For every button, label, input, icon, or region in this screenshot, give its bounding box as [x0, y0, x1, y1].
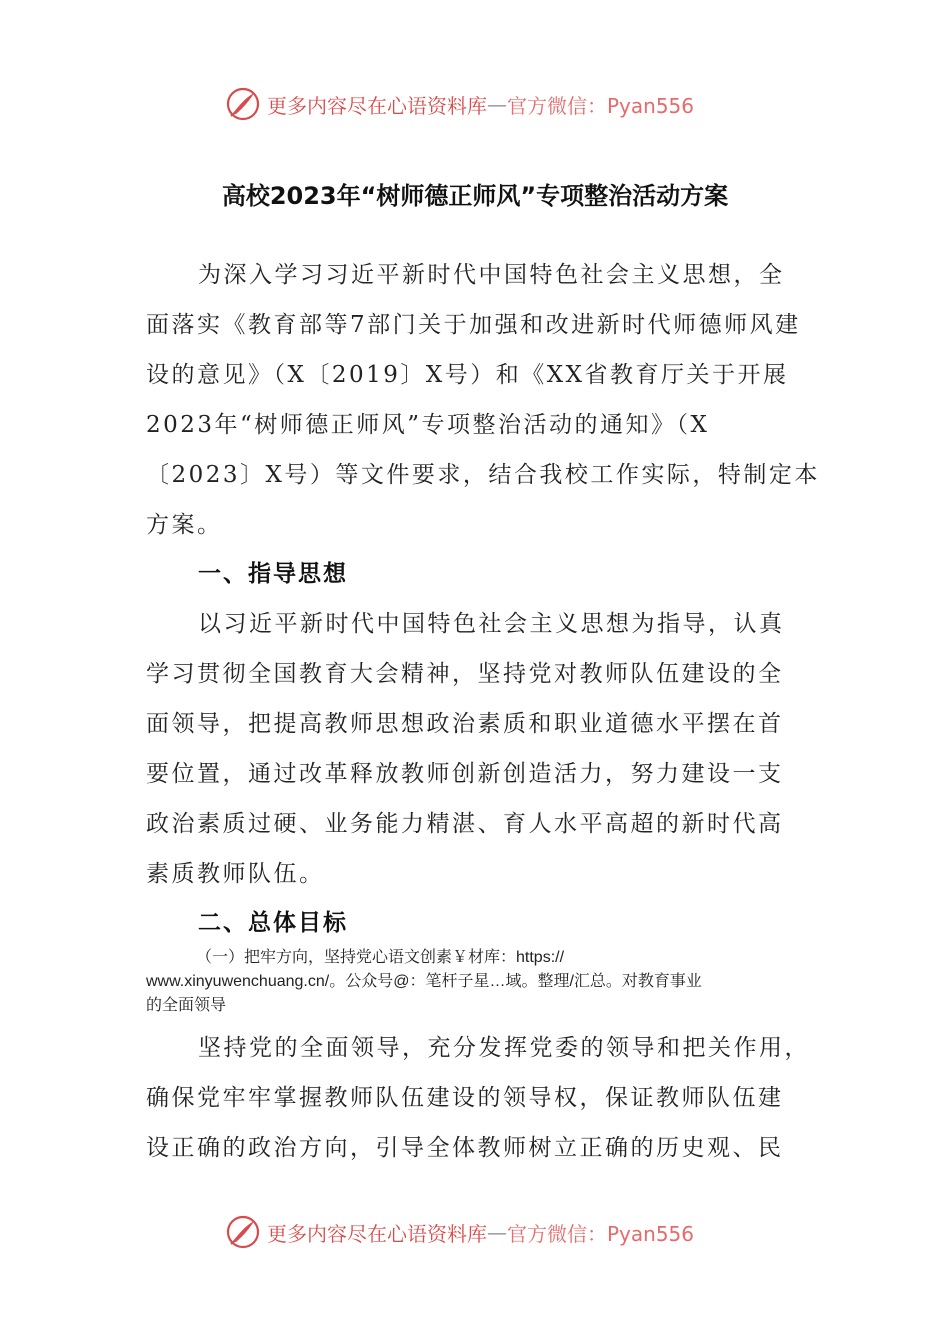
paragraph-line: 确保党牢牢掌握教师队伍建设的领导权，保证教师队伍建 [146, 1085, 784, 1111]
paragraph-line: 设的意见》（X〔2019〕X号）和《XX省教育厅关于开展 [146, 362, 789, 388]
quill-pen-icon [225, 86, 261, 122]
page-title: 高校2023年“树师德正师风”专项整治活动方案 [221, 182, 729, 210]
paragraph-line: 2023年“树师德正师风”专项整治活动的通知》（X [146, 412, 710, 438]
paragraph-line: 面落实《教育部等7部门关于加强和改进新时代师德师风建 [146, 312, 801, 338]
quill-pen-icon [225, 1214, 261, 1250]
paragraph-line: 要位置，通过改革释放教师创新创造活力，努力建设一支 [146, 761, 784, 787]
paragraph-line: 〔2023〕X号）等文件要求，结合我校工作实际，特制定本 [146, 462, 820, 488]
banner-text: 更多内容尽在心语资料库 [267, 1221, 487, 1246]
paragraph-line: 设正确的政治方向，引导全体教师树立正确的历史观、民 [146, 1135, 784, 1161]
paragraph-line: 方案。 [146, 512, 223, 538]
paragraph-line: 素质教师队伍。 [146, 861, 325, 887]
banner-separator: — [487, 1220, 507, 1244]
banner-wechat: 官方微信：Pyan556 [507, 93, 695, 118]
section-heading: 二、总体目标 [198, 910, 348, 936]
paragraph-line: 面领导，把提高教师思想政治素质和职业道德水平摆在首 [146, 711, 784, 737]
paragraph-line: 为深入学习习近平新时代中国特色社会主义思想，全 [198, 262, 785, 288]
sub-heading-line: 的全面领导 [146, 997, 227, 1014]
paragraph-line: 以习近平新时代中国特色社会主义思想为指导，认真 [198, 611, 785, 637]
paragraph-line: 政治素质过硬、业务能力精湛、育人水平高超的新时代高 [146, 811, 784, 837]
banner-wechat: 官方微信：Pyan556 [507, 1221, 695, 1246]
section-heading: 一、指导思想 [198, 561, 348, 587]
banner-separator: — [487, 92, 507, 116]
header-watermark-banner [225, 82, 745, 126]
sub-heading-line: （一）把牢方向，坚持党心语文创素￥材库：https:// [196, 949, 565, 966]
paragraph-line: 学习贯彻全国教育大会精神，坚持党对教师队伍建设的全 [146, 661, 784, 687]
paragraph-line: 坚持党的全面领导，充分发挥党委的领导和把关作用， [198, 1035, 810, 1061]
footer-watermark-banner [225, 1210, 745, 1254]
sub-heading-line: www.xinyuwenchuang.cn/。公众号@：笔杆子星…域。整理/汇总。对教育事业 [146, 973, 702, 990]
banner-text: 更多内容尽在心语资料库 [267, 93, 487, 118]
